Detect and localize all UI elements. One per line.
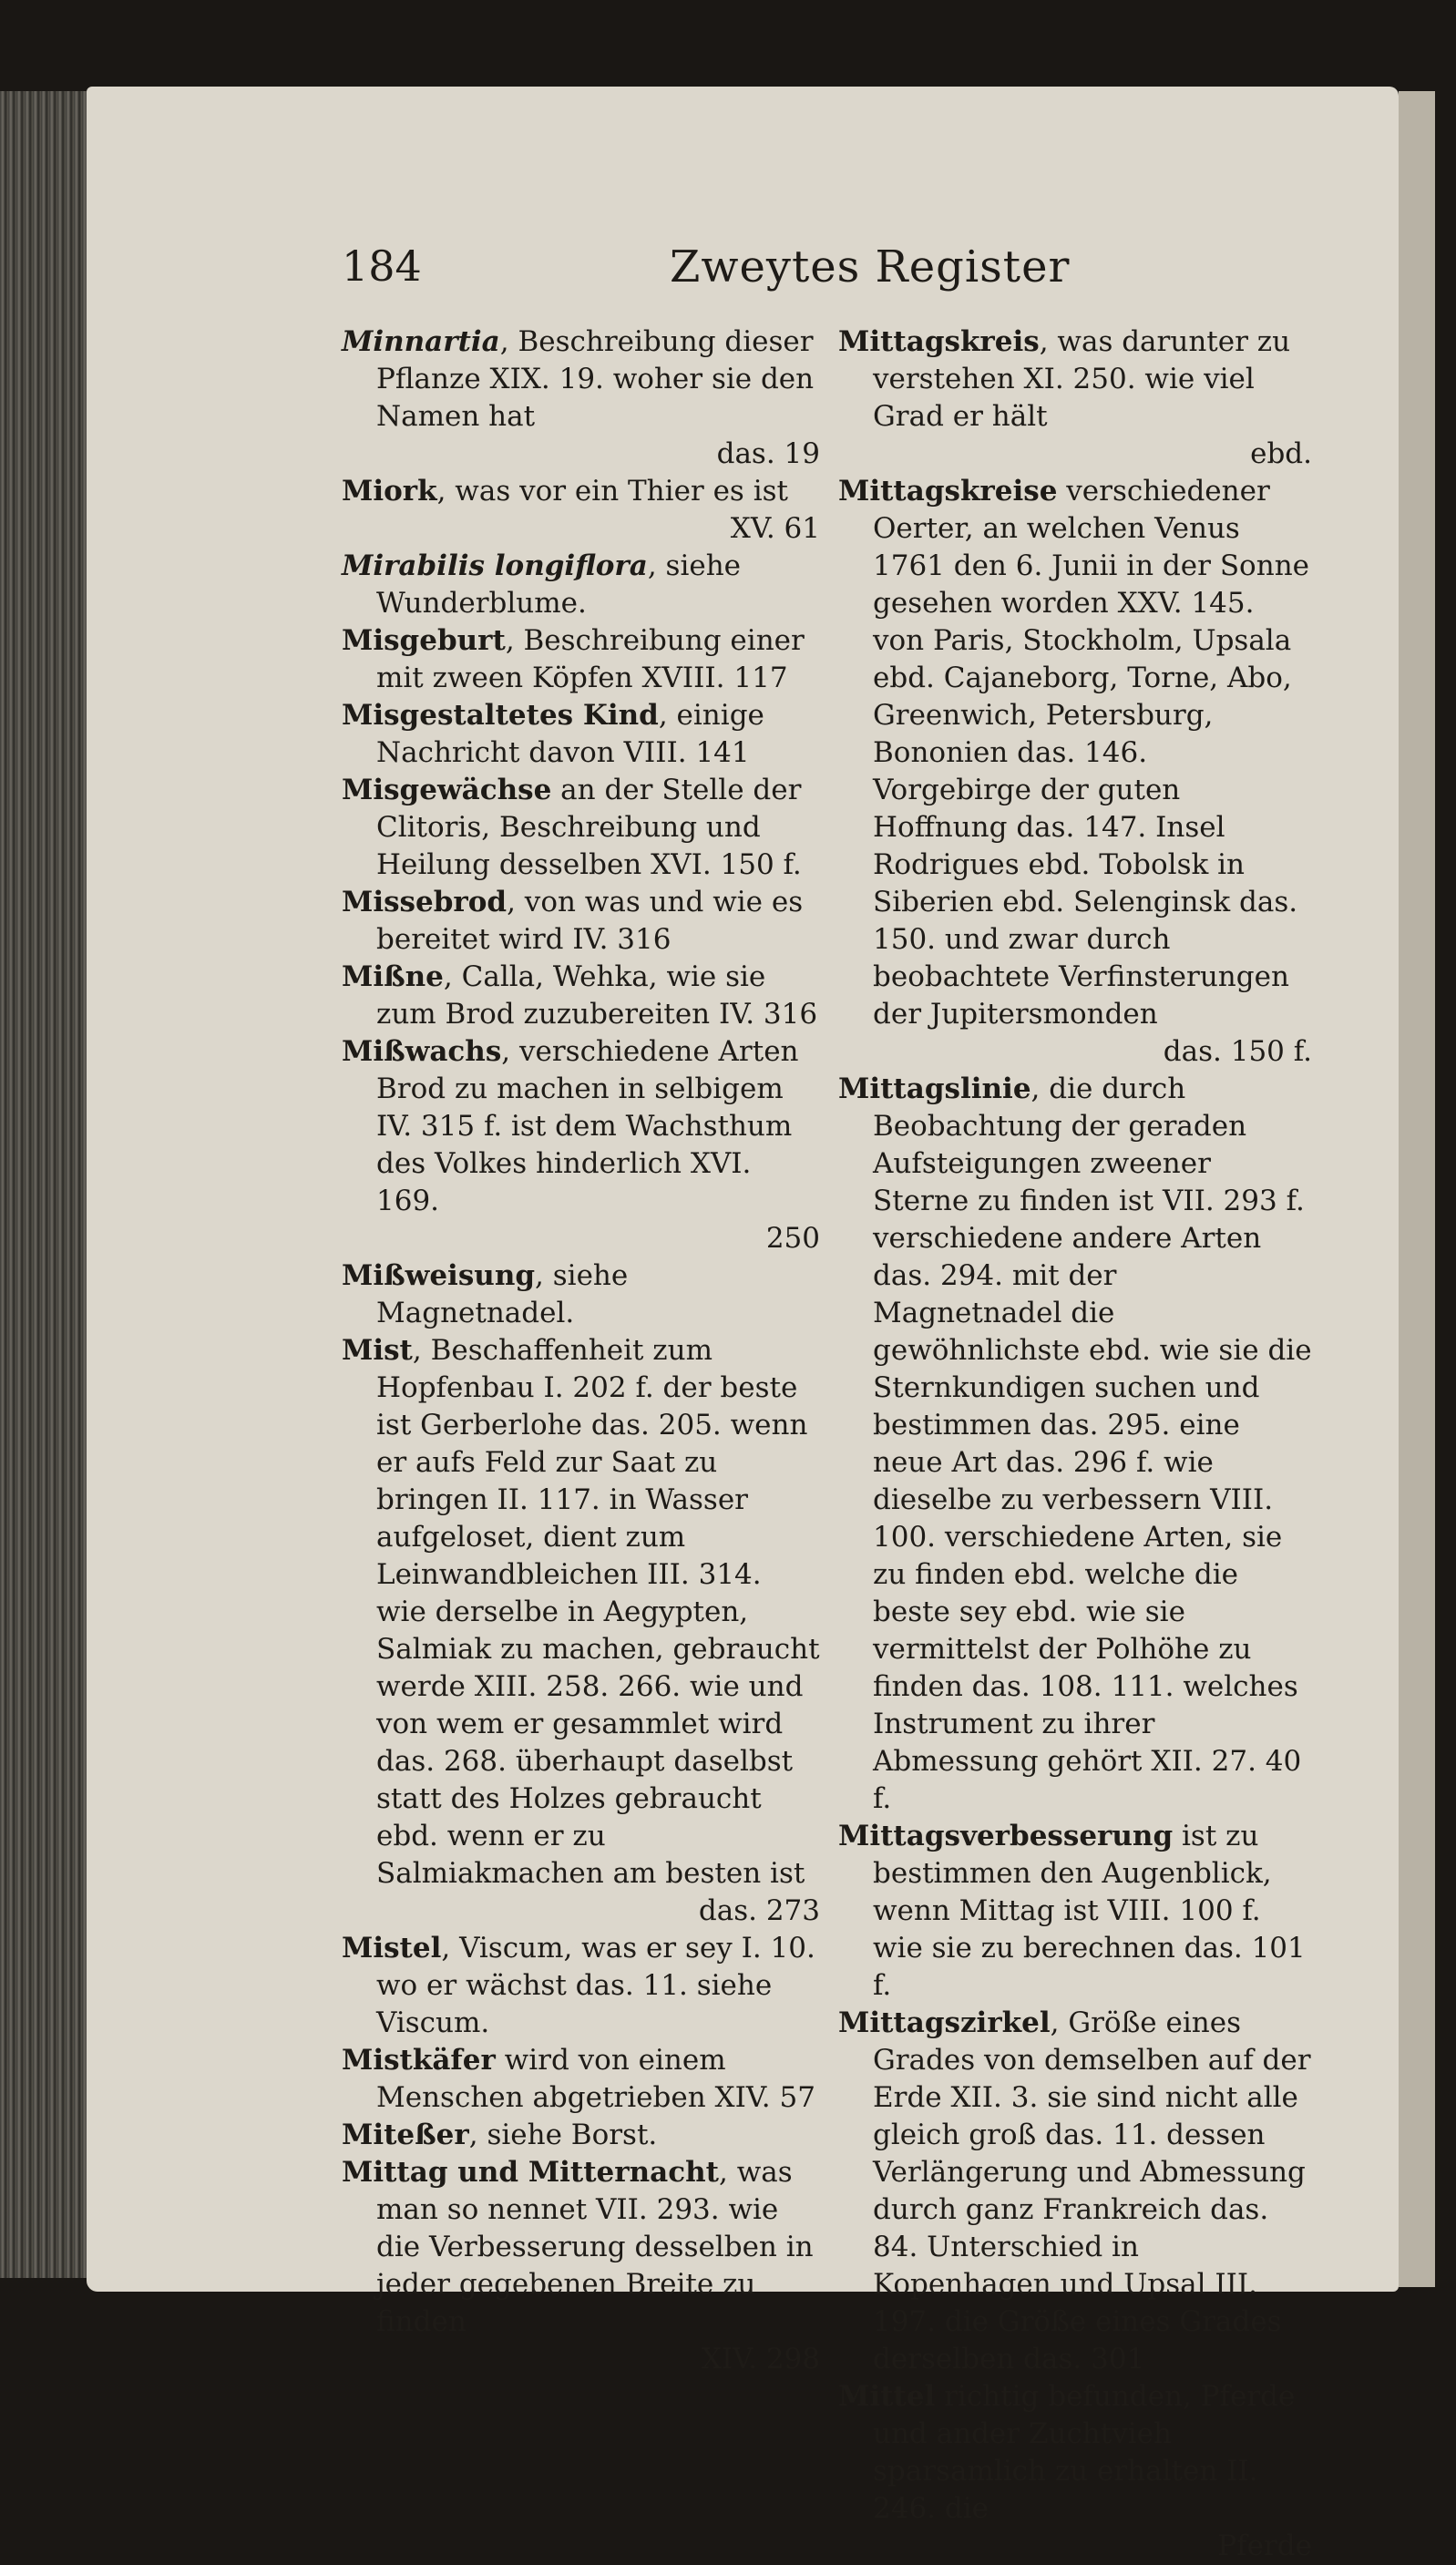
entry-text: , verschiedene Arten Brod zu machen in selbigem IV. 315 f. ist dem Wachsthum des Volkes hinderlich XVI. 169. bbox=[376, 1035, 799, 1217]
index-entry bbox=[838, 1071, 1312, 1818]
index-entry bbox=[342, 1257, 820, 1332]
index-entry bbox=[342, 772, 820, 884]
index-entry bbox=[838, 1818, 1312, 2005]
entry-headword: Miork bbox=[342, 475, 437, 508]
index-entry bbox=[342, 1033, 820, 1220]
entry-text: , was man so nennet VII. 293. wie die Verbesserung desselben in jeder gegebenen Breite zu finden bbox=[376, 2156, 814, 2338]
index-entry bbox=[342, 622, 820, 697]
entry-text: , Beschreibung dieser Pflanze XIX. 19. woher sie den Namen hat bbox=[376, 325, 815, 433]
entry-headword: Mittagskreis bbox=[838, 325, 1040, 358]
entry-headword: Mittagsverbesserung bbox=[838, 1820, 1174, 1852]
running-title: Zweytes Register bbox=[670, 241, 1071, 292]
entry-reference: 250 bbox=[765, 1222, 820, 1255]
index-entry bbox=[838, 323, 1312, 436]
entry-reference: das. 19 bbox=[716, 437, 820, 470]
entry-headword: Mittel bbox=[838, 2380, 936, 2413]
entry-text: , was darunter zu verstehen XI. 250. wie viel Grad er hält bbox=[873, 325, 1291, 433]
entry-headword: Missebrod bbox=[342, 886, 508, 918]
catchword: Pferde bbox=[1217, 2529, 1312, 2562]
entry-reference: XIV. 298 bbox=[701, 2343, 820, 2375]
index-entry bbox=[838, 473, 1312, 1033]
index-entry bbox=[342, 323, 820, 436]
entry-headword: Mißne bbox=[342, 960, 444, 993]
index-entry bbox=[342, 884, 820, 959]
entry-headword: Mißweisung bbox=[342, 1259, 536, 1292]
entry-headword: Mist bbox=[342, 1334, 413, 1367]
index-entry bbox=[342, 697, 820, 772]
entry-reference: XV. 61 bbox=[730, 512, 820, 545]
entry-headword: Mirabilis longiflora bbox=[342, 549, 648, 582]
entry-text: wird von einem Menschen abgetrieben XIV. 57 bbox=[376, 2044, 815, 2114]
index-entry bbox=[342, 2154, 820, 2341]
entry-headword: Mittagskreise bbox=[838, 475, 1058, 508]
entry-text: , von was und wie es bereitet wird IV. 316 bbox=[376, 886, 804, 956]
right-column bbox=[838, 323, 1312, 2565]
entry-text: an der Stelle der Clitoris, Beschreibung und Heilung desselben XVI. 150 f. bbox=[376, 774, 802, 881]
entry-text: , siehe Borst. bbox=[468, 2119, 658, 2151]
index-entry bbox=[342, 1332, 820, 1893]
entry-reference: ebd. bbox=[1250, 437, 1312, 470]
entry-headword: Miteßer bbox=[342, 2119, 469, 2151]
entry-headword: Misgeburt bbox=[342, 624, 506, 657]
entry-text: , Viscum, was er sey I. 10. wo er wächst das. 11. siehe Viscum. bbox=[376, 1932, 815, 2039]
entry-headword: Mistkäfer bbox=[342, 2044, 496, 2077]
entry-text: , was vor ein Thier es ist bbox=[436, 475, 788, 508]
index-entry bbox=[342, 473, 820, 510]
book-edge bbox=[0, 91, 96, 2278]
index-entry bbox=[342, 548, 820, 622]
entry-text: , siehe Wunderblume. bbox=[376, 549, 742, 620]
entry-headword: Mittagszirkel bbox=[838, 2006, 1051, 2039]
entry-headword: Mittagslinie bbox=[838, 1072, 1031, 1105]
entry-reference: das. 150 f. bbox=[1163, 1035, 1312, 1068]
index-entry bbox=[342, 2117, 820, 2154]
entry-text: , die durch Beobachtung der geraden Aufsteigungen zweener Sterne zu finden ist VII. 293 f. verschiedene andere Arten das. 294. mit der Magnetnadel die gewöhnlichste ebd. wie sie die Sternkundigen suchen und bestimmen das. 295. eine neue Art das. 296 f. wie dieselbe zu verbessern VIII. 100. verschiedene Arten, sie zu finden ebd. welche die beste sey ebd. wie sie vermittelst der Polhöhe zu finden das. 108. 111. welches Instrument zu ihrer Abmessung gehört XII. 27. 40 f. bbox=[873, 1072, 1312, 1815]
entry-text: , siehe Magnetnadel. bbox=[376, 1259, 629, 1329]
entry-text: , Beschreibung einer mit zween Köpfen XVIII. 117 bbox=[376, 624, 805, 694]
entry-headword: Mittag und Mitternacht bbox=[342, 2156, 719, 2189]
entry-text: , Größe eines Grades von demselben auf der Erde XII. 3. sie sind nicht alle gleich groß das. 11. dessen Verlängerung und Abmessung durch ganz Frankreich das. 84. Unterschied in Kopenhagen und Upsal III. 197. die Größe eines Grades derselben das. 301 bbox=[873, 2006, 1311, 2375]
index-entry bbox=[838, 2005, 1312, 2378]
index-entry bbox=[342, 1930, 820, 2042]
entry-headword: Misgestaltetes Kind bbox=[342, 699, 659, 732]
index-entry bbox=[342, 959, 820, 1033]
entry-headword: Minnartia bbox=[342, 325, 500, 358]
entry-reference: das. 273 bbox=[698, 1894, 820, 1927]
index-entry bbox=[342, 2042, 820, 2117]
index-entry bbox=[838, 2378, 1312, 2528]
next-page-edge bbox=[1399, 91, 1435, 2287]
entry-text: , Calla, Wehka, wie sie zum Brod zuzubereiten IV. 316 bbox=[376, 960, 818, 1031]
entry-headword: Misgewächse bbox=[342, 774, 552, 806]
entry-text: verschiedener Oerter, an welchen Venus 1761 den 6. Junii in der Sonne gesehen worden XXV. 145. von Paris, Stockholm, Upsala ebd. Cajaneborg, Torne, Abo, Greenwich, Petersburg, Bononien das. 146. Vorgebirge der guten Hoffnung das. 147. Insel Rodrigues ebd. Tobolsk in Siberien ebd. Selenginsk das. 150. und zwar durch beobachtete Verfinsterungen der Jupitersmonden bbox=[873, 475, 1310, 1031]
entry-text: richtig befunden, Pferde und ander Zuchtvieh sparsamlich zu erhalten II. 246. die bbox=[873, 2380, 1296, 2525]
left-column bbox=[342, 323, 820, 2378]
entry-text: , Beschaffenheit zum Hopfenbau I. 202 f. der beste ist Gerberlohe das. 205. wenn er aufs Feld zur Saat zu bringen II. 117. in Wasser aufgeloset, dient zum Leinwandbleichen III. 314. wie derselbe in Aegypten, Salmiak zu machen, gebraucht werde XIII. 258. 266. wie und von wem er gesammlet wird das. 268. überhaupt daselbst statt des Holzes gebraucht ebd. wenn er zu Salmiakmachen am besten ist bbox=[376, 1334, 820, 1890]
entry-text: , einige Nachricht davon VIII. 141 bbox=[376, 699, 764, 769]
entry-headword: Mistel bbox=[342, 1932, 442, 1965]
entry-text: ist zu bestimmen den Augenblick, wenn Mittag ist VIII. 100 f. wie sie zu berechnen das. 101 f. bbox=[873, 1820, 1306, 2002]
page-header bbox=[342, 241, 1321, 314]
entry-headword: Mißwachs bbox=[342, 1035, 502, 1068]
page-number: 184 bbox=[342, 241, 422, 291]
